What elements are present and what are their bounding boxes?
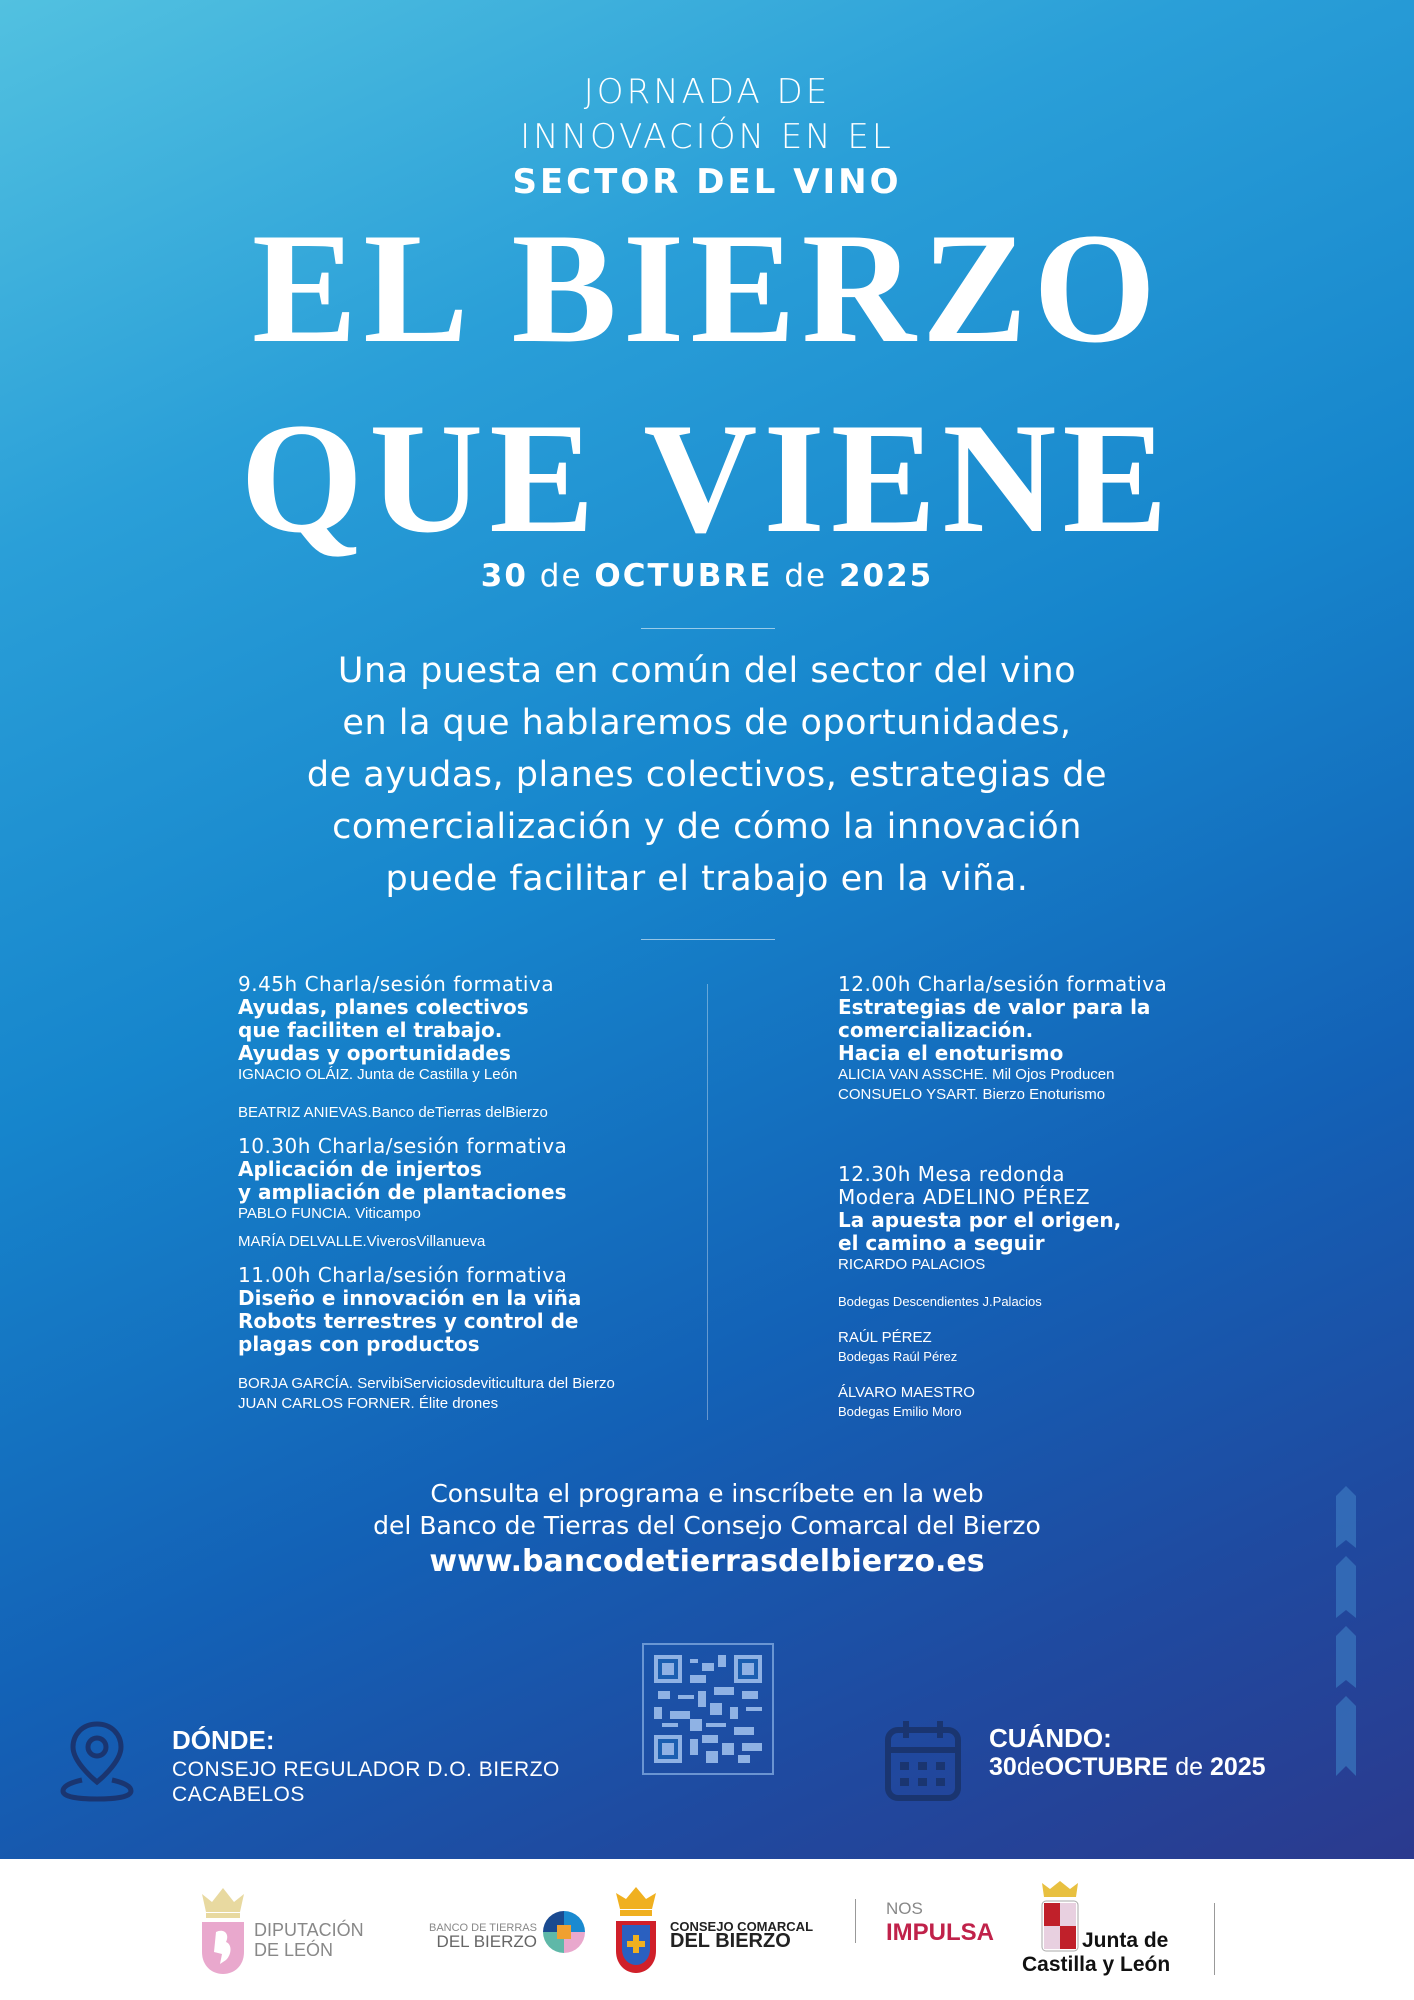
website-link[interactable]: www.bancodetierrasdelbierzo.es	[429, 1544, 985, 1579]
cta-line: del Banco de Tierras del Consejo Comarcal del Bierzo	[373, 1511, 1041, 1540]
header-line2: INNOVACIÓN EN EL	[520, 117, 894, 157]
divider	[641, 939, 775, 940]
header-line1: JORNADA DE	[583, 72, 831, 112]
agenda-time: 12.30h Mesa redonda	[838, 1162, 1066, 1186]
agenda-title: La apuesta por el origen,	[838, 1208, 1122, 1232]
date-day: 30	[480, 558, 528, 594]
intro-line: en la que hablaremos de oportunidades,	[342, 703, 1072, 743]
agenda-title: y ampliación de plantaciones	[238, 1180, 567, 1204]
agenda-speaker: ALICIA VAN ASSCHE. Mil Ojos Producen	[838, 1066, 1115, 1083]
agenda-speaker: MARÍA DELVALLE.ViverosVillanueva	[238, 1233, 486, 1250]
where-line2: CACABELOS	[172, 1783, 305, 1806]
cta-block	[0, 1478, 1414, 1582]
when-de: de	[1175, 1753, 1203, 1781]
agenda-title: Aplicación de injertos	[238, 1157, 482, 1181]
agenda-speaker: RICARDO PALACIOS	[838, 1256, 986, 1273]
agenda-speaker-org: Bodegas Descendientes J.Palacios	[838, 1294, 1042, 1309]
where-label: DÓNDE:	[172, 1725, 275, 1755]
where-line1: CONSEJO REGULADOR D.O. BIERZO	[172, 1758, 560, 1781]
title-line1: EL BIERZO	[251, 201, 1163, 376]
agenda-item	[838, 973, 1278, 1105]
intro-line: de ayudas, planes colectivos, estrategias de	[306, 755, 1108, 795]
intro-paragraph	[0, 645, 1414, 905]
agenda-speaker: RAÚL PÉREZ	[838, 1329, 932, 1346]
agenda-time: 11.00h Charla/sesión formativa	[238, 1263, 568, 1287]
agenda-item	[238, 1264, 678, 1414]
agenda-time: 12.00h Charla/sesión formativa	[838, 972, 1168, 996]
logo-text: DEL BIERZO	[436, 1932, 537, 1951]
agenda-item	[238, 973, 678, 1123]
intro-line: puede facilitar el trabajo en la viña.	[385, 859, 1029, 899]
agenda-speaker: BORJA GARCÍA. ServibiServiciosdeviticultura del Bierzo	[238, 1375, 615, 1392]
agenda-item	[838, 1163, 1278, 1420]
logo-text: DIPUTACIÓN	[254, 1920, 364, 1940]
location-pin-icon	[60, 1720, 134, 1802]
agenda-title: plagas con productos	[238, 1332, 480, 1356]
agenda-title: Hacia el enoturismo	[838, 1041, 1064, 1065]
agenda-time: 10.30h Charla/sesión formativa	[238, 1134, 568, 1158]
logo-separator	[1214, 1903, 1215, 1975]
header-line3: SECTOR DEL VINO	[512, 162, 902, 202]
agenda-speaker: ÁLVARO MAESTRO	[838, 1384, 975, 1401]
agenda-speaker: IGNACIO OLÁIZ. Junta de Castilla y León	[238, 1066, 518, 1083]
when-label: CUÁNDO:	[989, 1723, 1112, 1753]
diputacion-leon-logo	[198, 1882, 364, 1980]
agenda-speaker: CONSUELO YSART. Bierzo Enoturismo	[838, 1086, 1106, 1103]
agenda-speaker: PABLO FUNCIA. Viticampo	[238, 1205, 421, 1222]
agenda-left-column	[238, 973, 678, 1426]
when-date	[989, 1753, 1266, 1782]
agenda-title: Ayudas y oportunidades	[238, 1041, 511, 1065]
cta-line: Consulta el programa e inscríbete en la web	[430, 1479, 984, 1508]
agenda-title: comercialización.	[838, 1018, 1034, 1042]
agenda-title: Ayudas, planes colectivos	[238, 995, 529, 1019]
sponsor-footer	[0, 1859, 1414, 2000]
agenda-title: Estrategias de valor para la	[838, 995, 1151, 1019]
agenda-right-column	[838, 973, 1278, 1432]
date-de: de	[539, 558, 583, 594]
title-line2: QUE VIENE	[240, 391, 1174, 566]
ribbon-decoration	[1336, 1486, 1356, 1776]
logo-text: Junta de	[1082, 1929, 1169, 1952]
logo-text: DE LEÓN	[254, 1940, 334, 1960]
calendar-icon	[884, 1718, 962, 1802]
agenda-time: 9.45h Charla/sesión formativa	[238, 972, 555, 996]
qr-code[interactable]	[642, 1643, 774, 1775]
column-divider	[707, 984, 708, 1420]
logo-text: NOS	[886, 1899, 923, 1918]
logo-text: Castilla y León	[1022, 1953, 1171, 1976]
when-day: 30	[989, 1753, 1017, 1781]
date-month: OCTUBRE	[594, 558, 773, 594]
agenda-speaker-org: Bodegas Raúl Pérez	[838, 1349, 958, 1364]
logo-separator	[855, 1899, 856, 1943]
logo-text: IMPULSA	[886, 1919, 994, 1946]
agenda-moderator: Modera ADELINO PÉREZ	[838, 1185, 1091, 1209]
agenda-item	[238, 1135, 678, 1252]
agenda-speaker: JUAN CARLOS FORNER. Élite drones	[238, 1395, 499, 1412]
event-date	[0, 558, 1414, 594]
date-year: 2025	[838, 558, 934, 594]
agenda-speaker-org: Bodegas Emilio Moro	[838, 1404, 962, 1419]
agenda-title: el camino a seguir	[838, 1231, 1045, 1255]
agenda-speaker: BEATRIZ ANIEVAS.Banco deTierras delBierzo	[238, 1104, 548, 1121]
intro-line: Una puesta en común del sector del vino	[337, 651, 1077, 691]
divider	[641, 628, 775, 629]
agenda-title: Diseño e innovación en la viña	[238, 1286, 582, 1310]
when-year: 2025	[1209, 1753, 1266, 1781]
consejo-comarcal-logo	[612, 1881, 814, 1981]
agenda-title: que faciliten el trabajo.	[238, 1018, 503, 1042]
logo-text: CONSEJO COMARCAL	[670, 1919, 814, 1934]
when-de: de	[1016, 1753, 1045, 1781]
nos-impulsa-logo	[886, 1899, 994, 1947]
logo-text: DEL BIERZO	[670, 1930, 791, 1952]
logo-text: BANCO DE TIERRAS	[429, 1922, 537, 1934]
agenda-title: Robots terrestres y control de	[238, 1309, 579, 1333]
when-month: OCTUBRE	[1044, 1753, 1169, 1781]
date-de: de	[784, 558, 828, 594]
intro-line: comercialización y de cómo la innovación	[332, 807, 1082, 847]
